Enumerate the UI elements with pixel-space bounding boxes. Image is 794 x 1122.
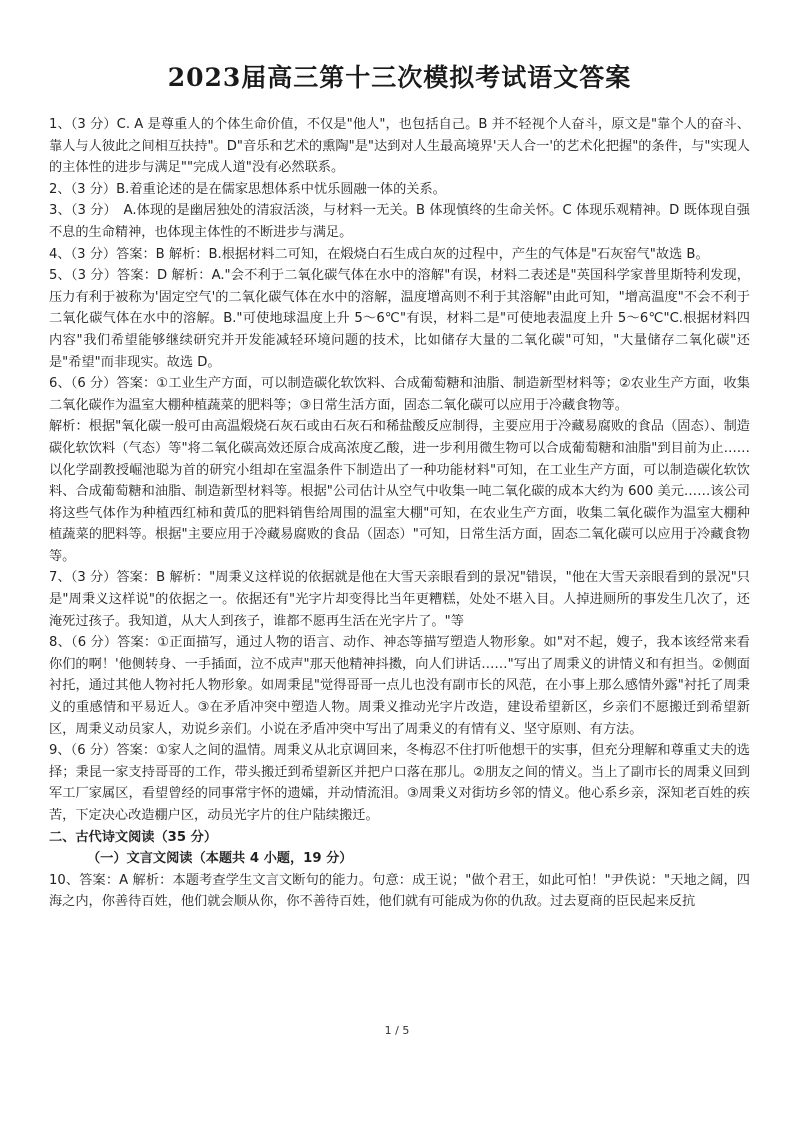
answer-8: 8、（6 分）答案：①正面描写，通过人物的语言、动作、神态等描写塑造人物形象。如"对不起，嫂子，我本该经常来看你们的啊！'他侧转身、一手插面，泣不成声"那天他精神抖擞，向人们讲话……"写出了周秉义的讲情义和有担当。②侧面衬托，通过其他人物衬托人物形象。如周秉昆"觉得哥哥一点儿也没有副市长的风范，在小事上那么感情外露"衬托了周秉义的重感情和平易近人。③在矛盾冲突中塑造人物。周秉义推动光字片改造，建设希望新区，乡亲们不愿搬迁到希望新区，周秉义动员家人，劝说乡亲们。小说在矛盾冲突中写出了周秉义的有情有义、坚守原则、有方法。 (49, 635, 750, 737)
subsection-heading: （一）文言文阅读（本题共 4 小题，19 分） (87, 851, 353, 867)
answer-10: 10、答案：A 解析：本题考查学生文言文断句的能力。句意：成王说；"做个君王，如此可怕！"尹佚说："天地之阔，四海之内，你善待百姓，他们就会顺从你，你不善待百姓，他们就有可能成为你的仇敌。过去夏商的臣民起来反抗 (49, 872, 750, 910)
answer-9: 9、（6 分）答案：①家人之间的温情。周秉义从北京调回来，冬梅忍不住打听他想干的实事，但充分理解和尊重丈夫的选择；秉昆一家支持哥哥的工作，带头搬迁到希望新区并把户口落在那儿。②朋友之间的情义。当上了副市长的周秉义回到军工厂家属区，看望曾经的同事常宇怀的遗孀，并动情流泪。③周秉义对街坊乡邻的情义。他心系乡亲，深知老百姓的疾苦，下定决心改造棚户区，动员光字片的住户陆续搬迁。 (49, 743, 750, 823)
answer-4: 4、（3 分）答案：B 解析：B.根据材料二可知，在煅烧白石生成白灰的过程中，产生的气体是"石灰窑气"故选 B。 (49, 246, 709, 262)
answer-1: 1、（3 分）C. A 是尊重人的个体生命价值，不仅是"他人"，也包括自己。B 并不轻视个人奋斗，原文是"靠个人的奋斗、靠人与人彼此之间相互扶持"。D"音乐和艺术的熏陶"是"达到对人生最高境界'天人合一'的艺术化把握"的条件，与"实现人的主体性的进步与满足""完成人道"没有必然联系。 (49, 117, 750, 176)
answer-5: 5、（3 分）答案：D 解析：A."会不利于二氧化碳气体在水中的溶解"有误，材料二表述是"英国科学家普里斯特利发现，压力有利于被称为'固定空气'的二氧化碳气体在水中的溶解，温度增高则不利于其溶解"由此可知，"增高温度"不会不利于二氧化碳气体在水中的溶解。B."可使地球温度上升 5～6℃"有误，材料二是"可使地表温度上升 5～6℃"C.根据材料四内容"我们希望能够继续研究并开发能减轻环境问题的技术，比如储存大量的二氧化碳"可知，"大量储存二氧化碳"还是"希望"而非现实。故选 D。 (49, 268, 750, 370)
answer-7: 7、（3 分）答案：B 解析："周秉义这样说的依据就是他在大雪天亲眼看到的景况"错误，"他在大雪天亲眼看到的景况"只是"周秉义这样说"的依据之一。依据还有"光字片却变得比当年更糟糕，处处不堪入目。人掉进厕所的事发生几次了，还淹死过孩子。我知道，从大人到孩子，谁都不愿再生活在光字片了。"等 (49, 570, 750, 629)
answer-6-analysis: 解析：根据"氧化碳一般可由高温煅烧石灰石或由石灰石和稀盐酸反应制得，主要应用于冷藏易腐败的食品（固态）、制造碳化软饮料（气态）等"将二氧化碳高效还原合成高浓度乙酸，进一步利用微生物可以合成葡萄糖和油脂"到目前为止……以化学副教授崛池聪为首的研究小组却在室温条件下制造出了一种功能材料"可知，在工业生产方面，可以制造碳化软饮料、合成葡萄糖和油脂、制造新型材料等。根据"公司估计从空气中收集一吨二氧化碳的成本大约为 600 美元……该公司将这些气体作为种植西红柿和黄瓜的肥料销售给周围的温室大棚"可知，在农业生产方面，收集二氧化碳作为温室大棚种植蔬菜的肥料等。根据"主要应用于冷藏易腐败的食品（固态）"可知，日常生活方面，固态二氧化碳可以应用于冷藏食物等。 (49, 419, 750, 564)
answer-content (49, 114, 750, 913)
page-title: 2023届高三第十三次模拟考试语文答案 (167, 63, 632, 92)
answer-6: 6、（6 分）答案：①工业生产方面，可以制造碳化软饮料、合成葡萄糖和油脂、制造新型材料等；②农业生产方面，收集二氧化碳作为温室大棚种植蔬菜的肥料等；③日常生活方面，固态二氧化碳可以应用于冷藏食物等。 (49, 376, 750, 413)
answer-2: 2、（3 分）B.着重论述的是在儒家思想体系中忧乐圆融一体的关系。 (49, 181, 446, 197)
section-heading: 二、古代诗文阅读（35 分） (49, 829, 218, 845)
page-number: 1 / 5 (384, 1024, 410, 1037)
answer-3: 3、（3 分） A.体现的是幽居独处的清寂活淡，与材料一无关。B 体现慎终的生命关怀。C 体现乐观精神。D 既体现自强不息的生命精神，也体现主体性的不断进步与满足。 (49, 203, 750, 240)
